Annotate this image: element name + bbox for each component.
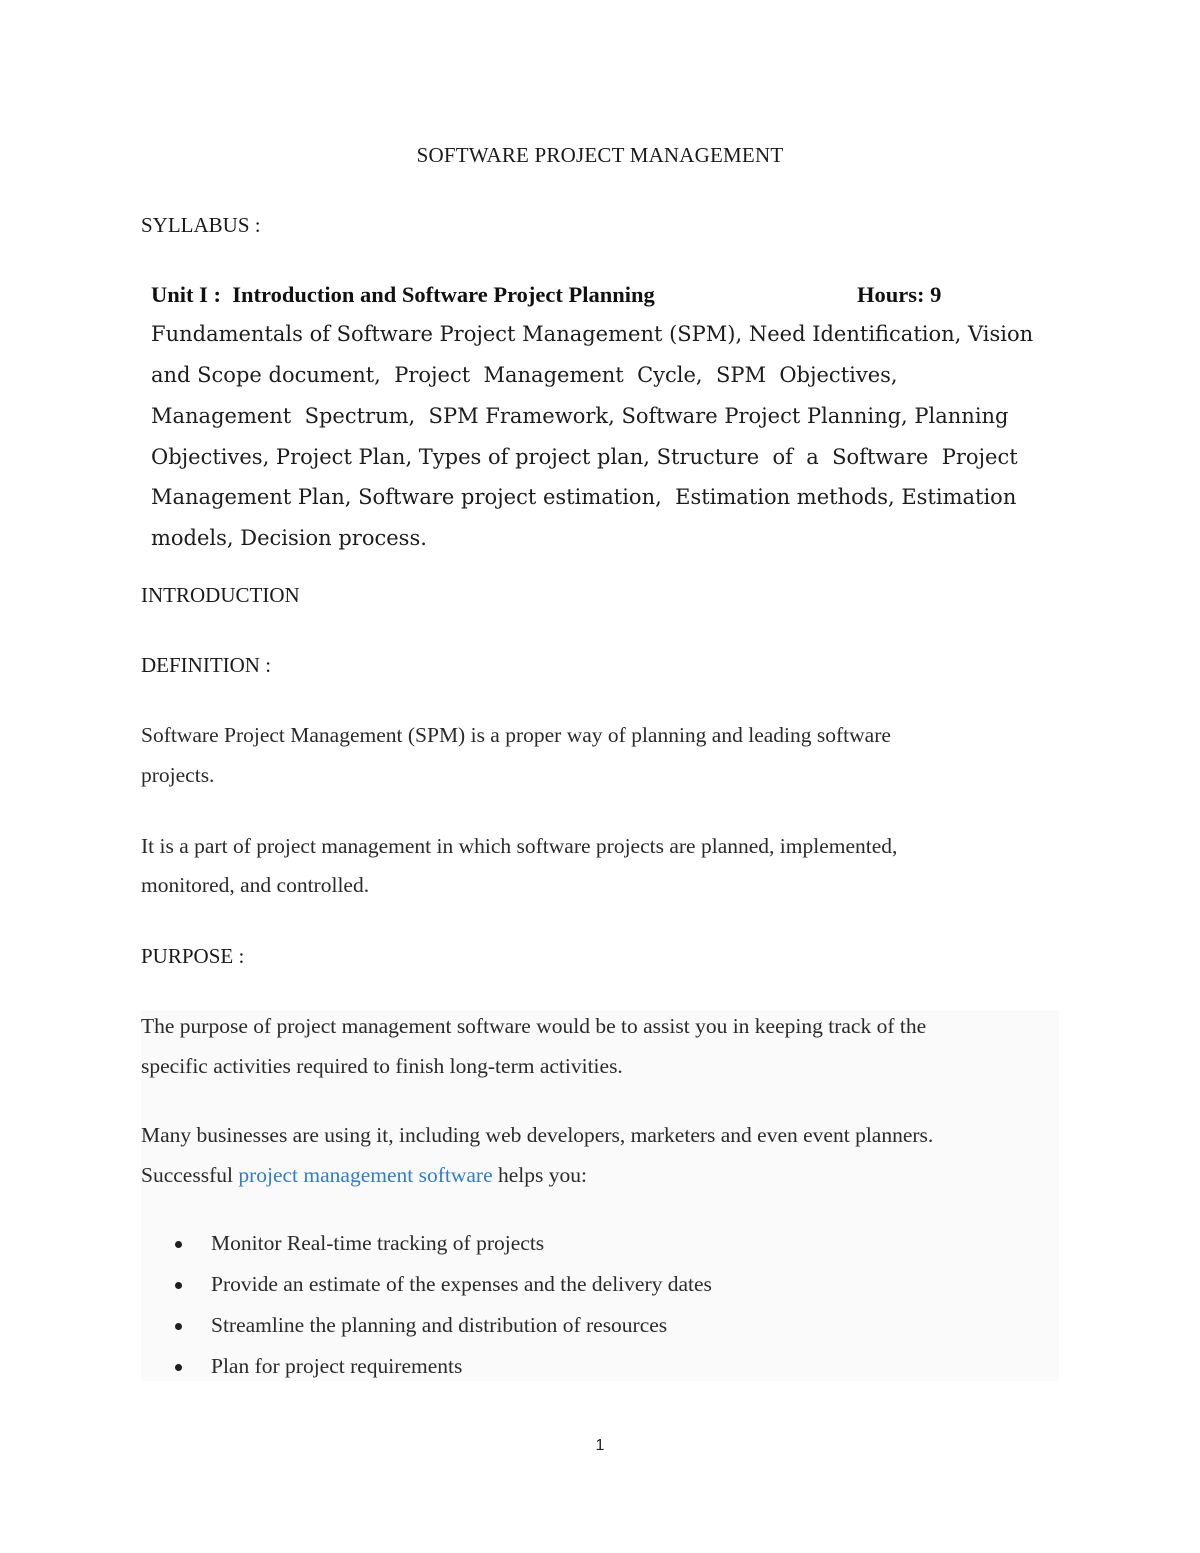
unit-text-line: models, Decision process. [151, 526, 427, 550]
project-management-software-link[interactable]: project management software [238, 1163, 493, 1187]
unit-text-line: Fundamentals of Software Project Management (SPM), Need Identification, Vision [151, 322, 1034, 346]
unit-text-line: Management Plan, Software project estimation, Estimation methods, Estimation [151, 485, 1017, 509]
successful-suffix: helps you: [492, 1163, 587, 1187]
bullet-icon [175, 1364, 182, 1371]
list-item: Monitor Real-time tracking of projects [211, 1231, 545, 1255]
bullet-icon [175, 1323, 182, 1330]
bullet-icon [175, 1241, 182, 1248]
bullet-icon [175, 1282, 182, 1289]
definition-heading: DEFINITION : [141, 653, 272, 677]
part-text-line: It is a part of project management in which software projects are planned, implemented, [141, 834, 898, 858]
businesses-text-line: Many businesses are using it, including web developers, marketers and even event planners. [141, 1123, 934, 1147]
purpose-heading: PURPOSE : [141, 944, 245, 968]
list-item: Provide an estimate of the expenses and the delivery dates [211, 1272, 712, 1296]
definition-text-line: Software Project Management (SPM) is a proper way of planning and leading software [141, 723, 891, 747]
successful-prefix: Successful [141, 1163, 239, 1187]
purpose-text-line: The purpose of project management software would be to assist you in keeping track of the [141, 1014, 927, 1038]
list-item: Streamline the planning and distribution of resources [211, 1313, 668, 1337]
successful-text-line [141, 1163, 587, 1188]
definition-text-line: projects. [141, 763, 215, 787]
purpose-text-line: specific activities required to finish long-term activities. [141, 1054, 623, 1078]
syllabus-heading: SYLLABUS : [141, 213, 261, 237]
page-number: 1 [595, 1437, 605, 1454]
document-title: SOFTWARE PROJECT MANAGEMENT [416, 143, 784, 167]
unit-hours: Hours: 9 [857, 282, 942, 307]
part-text-line: monitored, and controlled. [141, 873, 370, 897]
unit-text-line: Management Spectrum, SPM Framework, Software Project Planning, Planning [151, 404, 1009, 428]
unit-text-line: and Scope document, Project Management Cycle, SPM Objectives, [151, 363, 898, 387]
unit-text-line: Objectives, Project Plan, Types of project plan, Structure of a Software Project [151, 445, 1018, 469]
list-item: Plan for project requirements [211, 1354, 463, 1378]
introduction-heading: INTRODUCTION [141, 583, 300, 607]
unit-heading: Unit I : Introduction and Software Project Planning [151, 282, 655, 307]
